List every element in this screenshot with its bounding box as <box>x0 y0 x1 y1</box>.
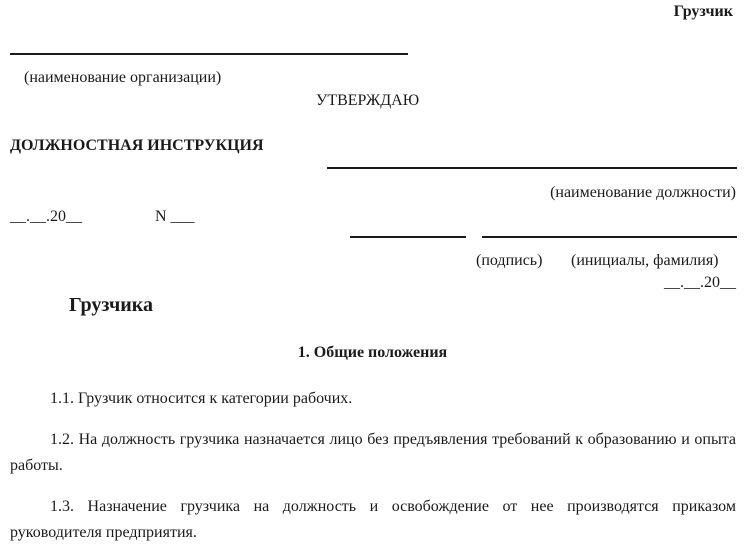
initials-caption: (инициалы, фамилия) <box>571 252 719 269</box>
document-label: Грузчик <box>673 3 733 20</box>
section-title: 1. Общие положения <box>297 344 448 361</box>
document-date-field: __.__.20__ <box>10 208 82 225</box>
job-name-heading: Грузчика <box>69 294 153 316</box>
organization-caption: (наименование организации) <box>24 69 222 86</box>
document-number-field: N ___ <box>155 208 195 225</box>
position-caption: (наименование должности) <box>550 184 736 201</box>
organization-name-line <box>10 53 408 55</box>
paragraph-1-2: 1.2. На должность грузчика назначается лицо без предъявления требований к образованию и опыта работы. <box>10 431 736 474</box>
signature-caption: (подпись) <box>476 252 543 269</box>
paragraph-1-1: 1.1. Грузчик относится к категории рабочих. <box>50 390 353 407</box>
initials-line <box>482 236 737 238</box>
approval-date-field: __.__.20__ <box>664 274 736 291</box>
paragraph-1-3: 1.3. Назначение грузчика на должность и освобождение от нее производятся приказом руководителя предприятия. <box>10 498 736 541</box>
approve-label: УТВЕРЖДАЮ <box>316 92 420 109</box>
position-name-line <box>327 167 737 169</box>
document-title: ДОЛЖНОСТНАЯ ИНСТРУКЦИЯ <box>10 137 264 154</box>
signature-line <box>350 236 466 238</box>
